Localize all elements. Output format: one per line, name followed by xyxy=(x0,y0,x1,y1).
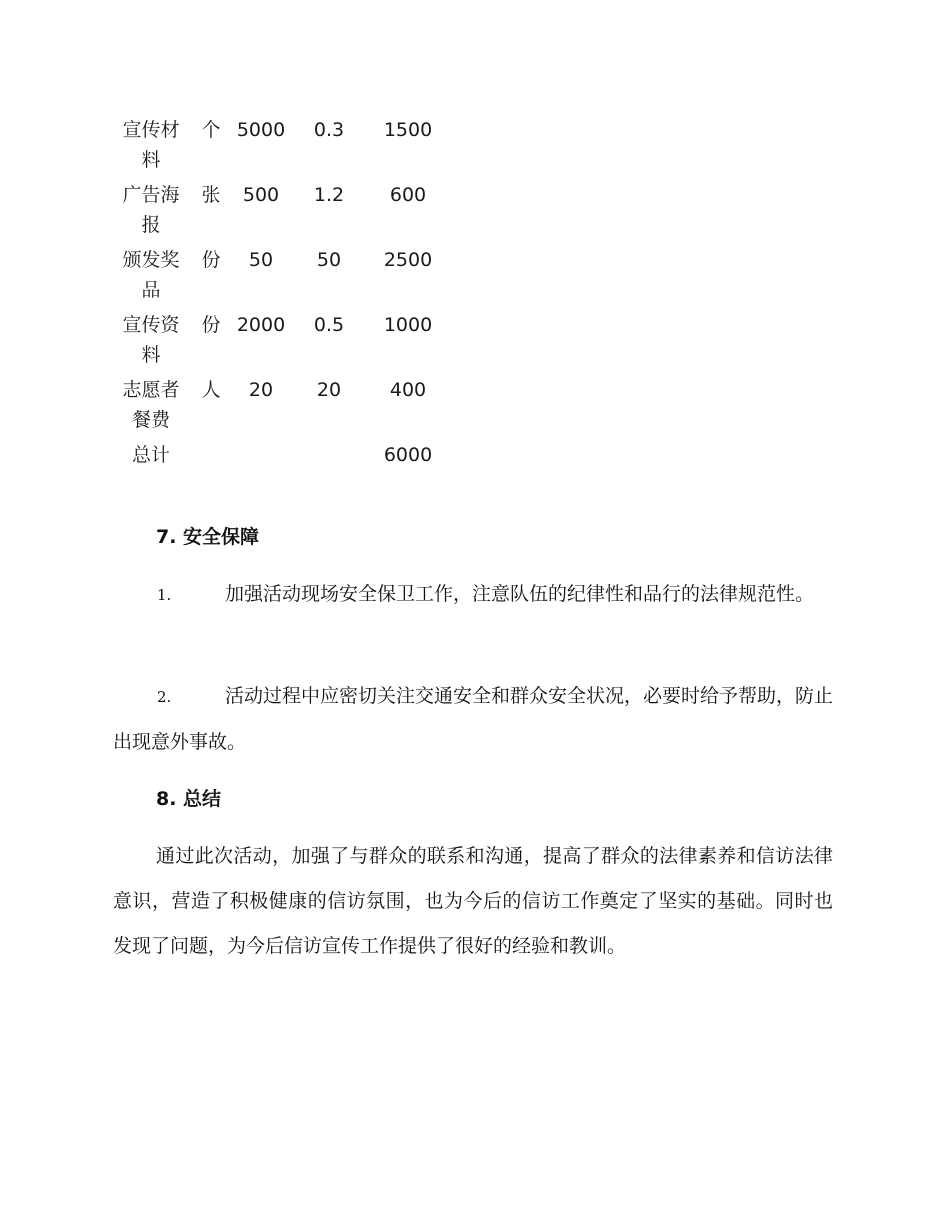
list-text: 加强活动现场安全保卫工作，注意队伍的纪律性和品行的法律规范性。 xyxy=(225,583,815,605)
list-number: 2. xyxy=(157,688,172,706)
item-cell: 颁发奖品 xyxy=(122,249,180,301)
amount-cell: 600 xyxy=(389,184,427,206)
unit-cell: 份 xyxy=(201,249,221,271)
quantity-cell: 5000 xyxy=(236,119,286,141)
table-row xyxy=(116,115,444,180)
total-value-cell: 6000 xyxy=(383,444,433,466)
quantity-cell: 2000 xyxy=(236,314,286,336)
unit-price-cell: 0.5 xyxy=(313,314,345,336)
unit-cell: 张 xyxy=(201,184,221,206)
quantity-cell: 500 xyxy=(242,184,280,206)
unit-cell: 份 xyxy=(201,314,221,336)
total-label-cell: 总计 xyxy=(131,444,170,466)
list-item xyxy=(113,674,833,765)
table-row xyxy=(116,245,444,310)
summary-paragraph: 通过此次活动，加强了与群众的联系和沟通，提高了群众的法律素养和信访法律意识，营造了积极健康的信访氛围，也为今后的信访工作奠定了坚实的基础。同时也发现了问题，为今后信访宣传工作提供了很好的经验和教训。 xyxy=(113,845,833,957)
empty-cell xyxy=(286,440,372,475)
budget-table xyxy=(116,115,444,475)
list-number: 1. xyxy=(157,586,172,604)
table-row xyxy=(116,180,444,245)
unit-price-cell: 50 xyxy=(316,249,342,271)
section-heading-summary: 8. 总结 xyxy=(156,788,222,810)
list-item xyxy=(113,572,833,618)
unit-price-cell: 0.3 xyxy=(313,119,345,141)
empty-cell xyxy=(186,440,236,475)
item-cell: 宣传材料 xyxy=(122,119,180,171)
amount-cell: 1000 xyxy=(383,314,433,336)
section-heading-safety: 7. 安全保障 xyxy=(156,526,260,548)
table-row xyxy=(116,310,444,375)
unit-price-cell: 1.2 xyxy=(313,184,345,206)
unit-cell: 个 xyxy=(201,119,221,141)
empty-cell xyxy=(236,440,286,475)
unit-cell: 人 xyxy=(201,379,221,401)
table-row xyxy=(116,375,444,440)
item-cell: 广告海报 xyxy=(122,184,180,236)
quantity-cell: 20 xyxy=(248,379,274,401)
item-cell: 宣传资料 xyxy=(122,314,180,366)
amount-cell: 2500 xyxy=(383,249,433,271)
unit-price-cell: 20 xyxy=(316,379,342,401)
list-text: 活动过程中应密切关注交通安全和群众安全状况，必要时给予帮助，防止出现意外事故。 xyxy=(113,685,834,753)
table-total-row xyxy=(116,440,444,475)
amount-cell: 1500 xyxy=(383,119,433,141)
amount-cell: 400 xyxy=(389,379,427,401)
item-cell: 志愿者餐费 xyxy=(122,379,180,431)
quantity-cell: 50 xyxy=(248,249,274,271)
